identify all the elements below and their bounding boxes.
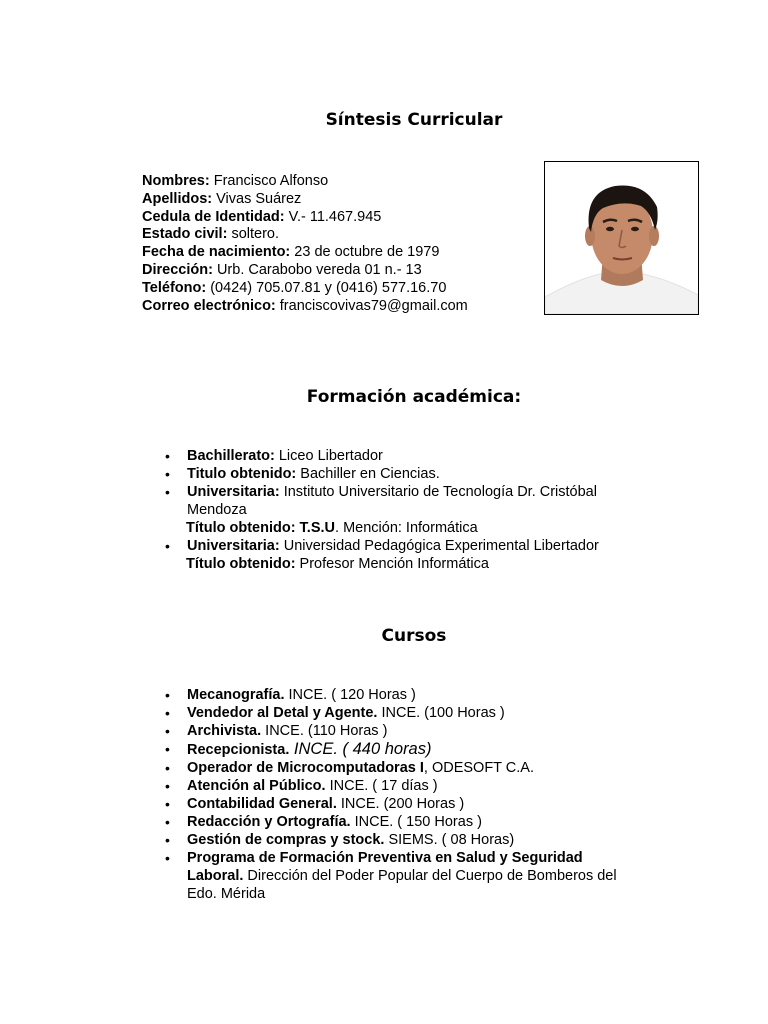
field-value: Vivas Suárez — [212, 190, 302, 207]
item-value: INCE. ( 17 días ) — [325, 778, 438, 794]
item-value: Dirección del Poder Popular del Cuerpo de Bomberos del Edo. Mérida — [187, 868, 617, 902]
list-item — [162, 740, 637, 759]
field-value: soltero. — [227, 226, 280, 243]
list-item — [162, 759, 637, 777]
item-value: Liceo Libertador — [274, 448, 383, 464]
list-item — [162, 537, 632, 555]
personal-row-direccion — [142, 262, 468, 280]
bullet-icon: • — [165, 796, 170, 812]
personal-row-apellidos — [142, 191, 468, 209]
field-label: Correo electrónico: — [142, 297, 276, 314]
item-value: INCE. ( 120 Horas ) — [284, 687, 416, 703]
field-label: Nombres: — [142, 173, 210, 189]
personal-row-telefono — [142, 280, 468, 298]
bullet-icon: • — [165, 850, 170, 866]
list-item — [162, 813, 637, 831]
list-item — [162, 465, 632, 483]
personal-info — [142, 173, 468, 315]
item-label: Título obtenido: T.S.U — [186, 520, 336, 536]
bullet-icon: • — [165, 814, 170, 830]
item-value: INCE. (200 Horas ) — [336, 796, 465, 812]
item-value: Bachiller en Ciencias. — [296, 466, 440, 482]
personal-row-estado-civil — [142, 226, 468, 244]
bullet-icon: • — [165, 778, 170, 794]
item-label: Universitaria: — [187, 484, 280, 500]
list-item-continuation — [162, 519, 632, 537]
field-value: Francisco Alfonso — [209, 173, 329, 189]
list-item — [162, 777, 637, 795]
bullet-icon: • — [165, 466, 170, 482]
item-label: Bachillerato: — [187, 448, 275, 464]
field-label: Fecha de nacimiento: — [142, 244, 291, 261]
item-value: SIEMS. ( 08 Horas) — [384, 832, 515, 848]
cursos-list — [162, 686, 637, 903]
item-label: Mecanografía. — [187, 687, 285, 703]
personal-row-fecha-nacimiento — [142, 244, 468, 262]
item-value: Universidad Pedagógica Experimental Libertador — [279, 538, 599, 554]
formacion-list — [162, 447, 632, 573]
item-label: Universitaria: — [187, 538, 280, 554]
person-portrait-icon — [545, 162, 698, 314]
item-label: Redacción y Ortografía. — [187, 814, 351, 830]
item-label: Operador de Microcomputadoras I — [187, 760, 424, 776]
list-item — [162, 722, 637, 740]
personal-row-correo — [142, 298, 468, 316]
list-item — [162, 849, 637, 903]
list-item — [162, 686, 637, 704]
section-heading-formacion: Formación académica: — [306, 387, 522, 407]
field-value: V.- 11.467.945 — [284, 208, 382, 225]
bullet-icon: • — [165, 448, 170, 464]
item-label: Vendedor al Detal y Agente. — [187, 705, 378, 721]
item-label: Título obtenido: — [186, 556, 296, 572]
item-value: , ODESOFT C.A. — [423, 760, 534, 776]
list-item — [162, 447, 632, 465]
bullet-icon: • — [165, 760, 170, 776]
item-value: Instituto Universitario de Tecnología Dr. Cristóbal Mendoza — [187, 484, 597, 518]
field-label: Cedula de Identidad: — [142, 208, 285, 225]
field-value: 23 de octubre de 1979 — [290, 244, 440, 261]
item-value: INCE. ( 440 horas) — [289, 740, 432, 758]
bullet-icon: • — [165, 705, 170, 721]
item-label: Recepcionista. — [187, 742, 290, 758]
item-label: Archivista. — [187, 723, 262, 739]
item-value: INCE. (100 Horas ) — [377, 705, 505, 721]
item-value: INCE. (110 Horas ) — [261, 723, 388, 739]
list-item — [162, 704, 637, 722]
item-label: Titulo obtenido: — [187, 466, 297, 482]
item-value: INCE. ( 150 Horas ) — [350, 814, 482, 830]
bullet-icon: • — [165, 538, 170, 554]
bullet-icon: • — [165, 741, 170, 757]
profile-photo — [544, 161, 699, 315]
personal-row-cedula — [142, 209, 468, 227]
bullet-icon: • — [165, 484, 170, 500]
item-label: Gestión de compras y stock. — [187, 832, 385, 848]
field-label: Estado civil: — [142, 226, 228, 243]
bullet-icon: • — [165, 687, 170, 703]
field-label: Apellidos: — [142, 190, 213, 207]
field-label: Dirección: — [142, 261, 213, 278]
item-value: Profesor Mención Informática — [295, 556, 489, 572]
bullet-icon: • — [165, 832, 170, 848]
personal-row-nombres — [142, 173, 468, 191]
bullet-icon: • — [165, 723, 170, 739]
item-value: . Mención: Informática — [335, 520, 478, 536]
list-item — [162, 483, 632, 519]
page-title: Síntesis Curricular — [325, 110, 503, 130]
field-value: franciscovivas79@gmail.com — [275, 297, 468, 314]
field-label: Teléfono: — [142, 279, 207, 296]
field-value: Urb. Carabobo vereda 01 n.- 13 — [212, 261, 422, 278]
field-value: (0424) 705.07.81 y (0416) 577.16.70 — [206, 279, 447, 296]
item-label: Atención al Público. — [187, 778, 326, 794]
list-item — [162, 795, 637, 813]
item-label: Programa de Formación Preventiva en Salud y Seguridad Laboral. — [187, 850, 583, 884]
list-item-continuation — [162, 555, 632, 573]
list-item — [162, 831, 637, 849]
section-heading-cursos: Cursos — [381, 626, 447, 646]
item-label: Contabilidad General. — [187, 796, 337, 812]
